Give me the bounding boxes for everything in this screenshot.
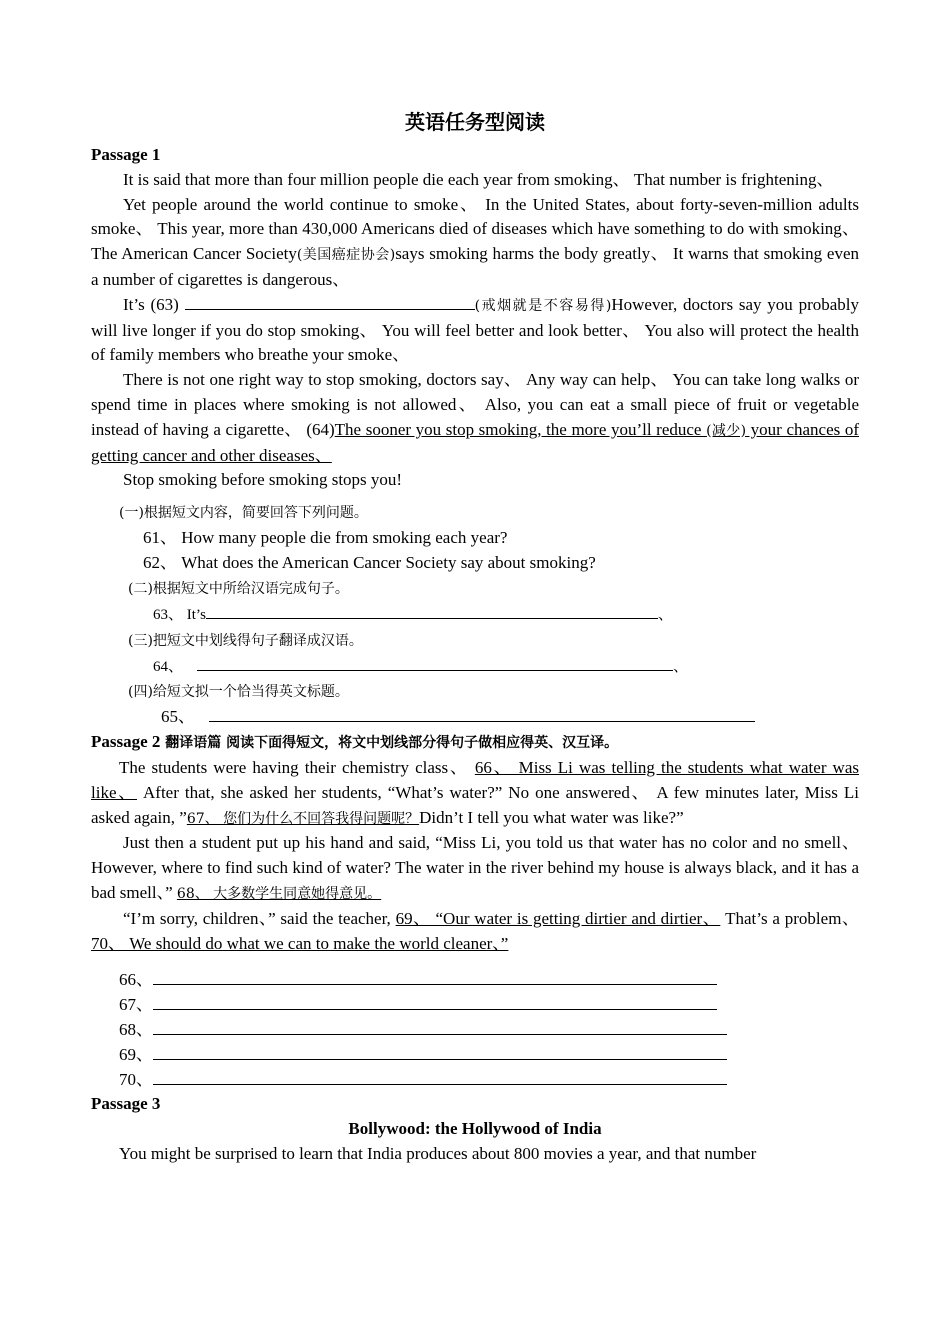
chinese-gloss: (减少): [706, 422, 747, 439]
underlined-sentence-69: 69、 “Our water is getting dirtier and dirtier、: [395, 908, 721, 928]
paragraph-text: However, doctors say you probably will live longer if you do stop smoking、 You will feel better and look better、 You also will protect the health of family members who breathe your smoke、: [91, 294, 860, 365]
passage-1-paragraph-1: It is said that more than four million people die each year from smoking、 That number is frightening、: [123, 169, 834, 189]
paragraph-text: There is not one right way to stop smoking, doctors say、 Any way can help、 You can take long walks or spend time in places where smoking is not allowed、 Also, you can eat a small piece of fruit or vegetable instead of having a cigarette、 (64): [91, 370, 859, 439]
question-64: [91, 654, 859, 680]
question-label: 64、: [153, 658, 184, 675]
answer-label: 67、: [119, 995, 153, 1015]
answer-label: 68、: [119, 1019, 153, 1039]
task-2-instruction: (二)根据短文中所给汉语完成句子。: [128, 580, 349, 597]
passage-1-paragraph-3: [91, 293, 859, 368]
passage-heading: Passage 2: [91, 732, 161, 752]
question-65: [91, 705, 859, 730]
answer-line-69: [91, 1043, 859, 1068]
underlined-sentence-68: 68、 大多数学生同意她得意见。: [176, 885, 382, 902]
question-63: [91, 602, 859, 628]
answer-blank[interactable]: [153, 993, 717, 1010]
answer-line-66: [91, 968, 859, 993]
answer-blank[interactable]: [209, 705, 755, 722]
paragraph-text: says smoking harms the body greatly、 It warns that smoking even a number of cigarettes is dangerous、: [91, 244, 859, 289]
underlined-text: The sooner you stop smoking, the more you’ll reduce: [334, 419, 707, 439]
paragraph-text: The students were having their chemistry class、: [119, 757, 475, 777]
passage-2-paragraph-1: [91, 756, 859, 831]
answer-line-70: [91, 1068, 859, 1093]
answer-label: 69、: [119, 1044, 153, 1064]
answer-blank[interactable]: [153, 1018, 727, 1035]
question-label: 63、 It’s: [153, 606, 206, 623]
paragraph-text: That’s a problem、: [720, 908, 859, 928]
passage-1-paragraph-5: Stop smoking before smoking stops you!: [123, 470, 403, 490]
answer-label: 70、: [119, 1069, 153, 1089]
passage-1: [91, 143, 859, 730]
task-3-instruction: (三)把短文中划线得句子翻译成汉语。: [128, 632, 363, 649]
paragraph-text: After that, she asked her students, “What’s water?” No one answered、 A few minutes later, Miss Li asked again, ”: [91, 782, 859, 827]
answer-blank[interactable]: [197, 654, 673, 671]
chinese-gloss: (戒烟就是不容易得): [474, 297, 612, 314]
answer-blank[interactable]: [153, 968, 717, 985]
question-61: 61、 How many people die from smoking each year?: [143, 528, 508, 548]
passage-1-heading: Passage 1: [91, 145, 161, 164]
paragraph-text: “I’m sorry, children、” said the teacher,: [123, 908, 396, 928]
paragraph-text: Just then a student put up his hand and said, “Miss Li, you told us that water has no color and no smell、 However, where to find such kind of water? The water in the river behind my house is always black, and it has a bad smell、”: [91, 833, 859, 902]
answer-line-68: [91, 1018, 859, 1043]
passage-1-paragraph-2: [91, 193, 859, 293]
passage-instruction: 翻译语篇 阅读下面得短文，将文中划线部分得句子做相应得英、汉互译。: [160, 735, 619, 752]
answer-blank[interactable]: [153, 1068, 727, 1085]
task-1-instruction: (一)根据短文内容，简要回答下列问题。: [119, 505, 368, 522]
passage-3-heading: Passage 3: [91, 1094, 161, 1114]
chinese-gloss: (美国癌症协会): [296, 247, 396, 264]
passage-3: [91, 1092, 859, 1166]
passage-2: [91, 730, 859, 1092]
underlined-sentence-66: 66、 Miss Li was telling the students what water was like、: [91, 757, 859, 802]
worksheet-page: [91, 108, 859, 1167]
paragraph-text: It’s (63): [123, 294, 185, 314]
passage-2-paragraph-2: [91, 831, 859, 906]
passage-2-heading: [91, 730, 859, 756]
page-title: 英语任务型阅读: [405, 110, 545, 134]
underlined-sentence-67: 67、 您们为什么不回答我得问题呢？: [186, 810, 420, 827]
passage-2-paragraph-3: [91, 907, 859, 957]
question-end: 、: [657, 606, 673, 623]
passage-3-title: Bollywood: the Hollywood of India: [348, 1119, 602, 1139]
answer-label: 66、: [119, 970, 153, 990]
passage-1-paragraph-4: [91, 368, 859, 468]
task-4-instruction: (四)给短文拟一个恰当得英文标题。: [128, 684, 349, 701]
answer-blank[interactable]: [206, 602, 658, 619]
answer-line-67: [91, 993, 859, 1018]
blank-63: [185, 293, 475, 310]
question-end: 、: [673, 658, 689, 675]
answer-blank[interactable]: [153, 1043, 727, 1060]
underlined-text: your chances of getting cancer and other diseases、: [91, 419, 859, 465]
paragraph-text: Didn’t I tell you what water was like?”: [419, 807, 684, 827]
passage-3-paragraph-1: You might be surprised to learn that India produces about 800 movies a year, and that number: [119, 1143, 757, 1163]
paragraph-text: Yet people around the world continue to smoke、 In the United States, about forty-seven-million adults smoke、 This year, more than 430,000 Americans died of diseases which have something to do with smoking、 The American Cancer Society: [91, 194, 859, 264]
question-62: 62、 What does the American Cancer Society say about smoking?: [143, 552, 596, 572]
question-label: 65、: [161, 707, 195, 727]
underlined-sentence-70: 70、 We should do what we can to make the world cleaner、”: [91, 933, 509, 953]
